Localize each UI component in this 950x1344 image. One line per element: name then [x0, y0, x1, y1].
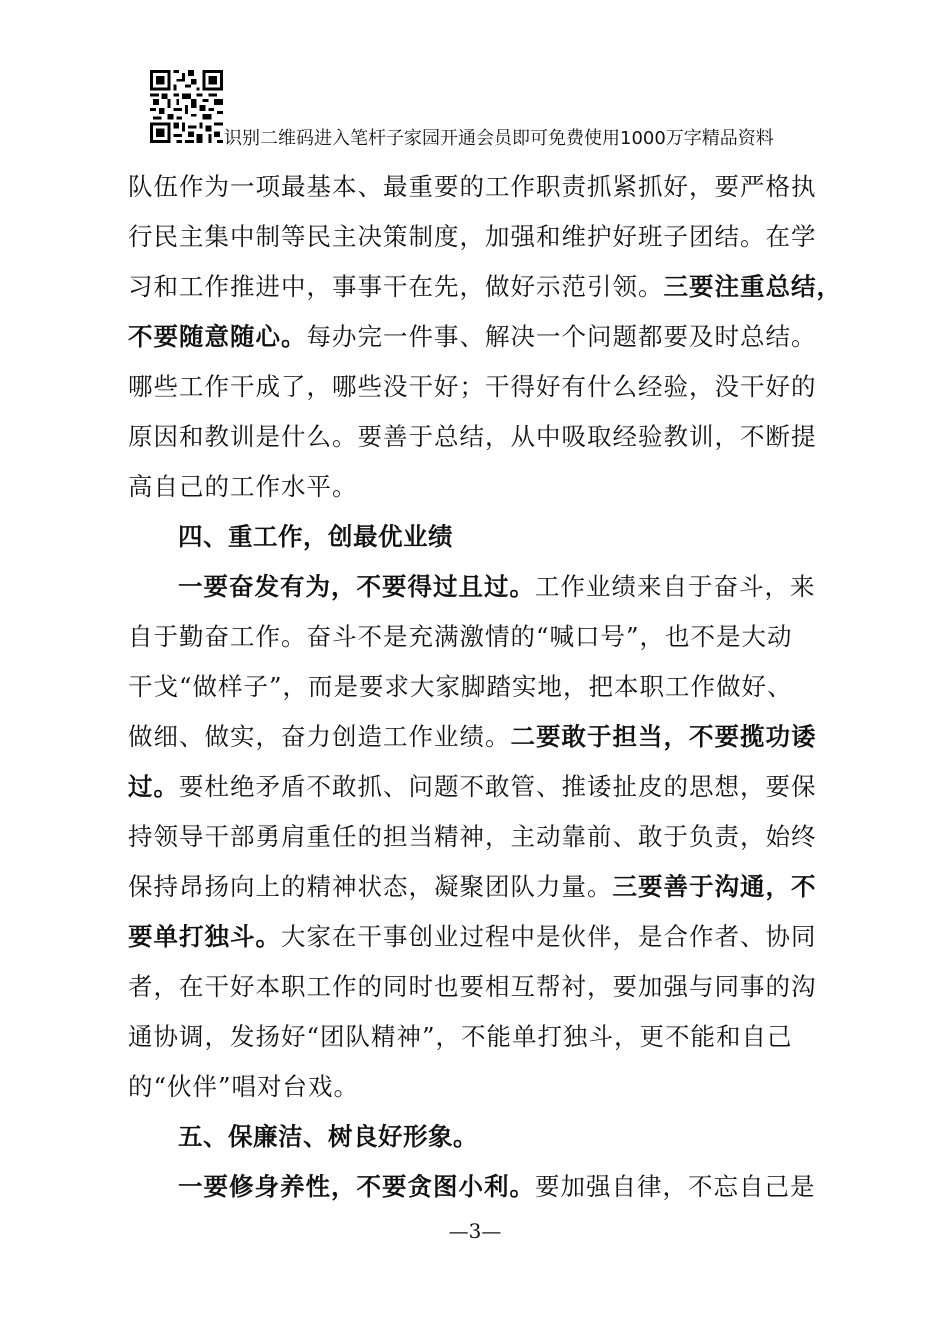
text-run: 要杜绝矛盾不敢抓、问题不敢管、推诿扯皮的思想，要保	[179, 772, 817, 801]
bold-phrase: 三要注重总结，	[663, 272, 842, 301]
text-run: 高自己的工作水平。	[128, 472, 358, 501]
text-run: 习和工作推进中，事事干在先，做好示范引领。	[128, 272, 664, 301]
page-number: —3—	[448, 1219, 502, 1243]
text-line	[128, 712, 832, 762]
text-run: 大家在干事创业过程中是伙伴，是合作者、协同	[281, 922, 817, 951]
text-run: 原因和教训是什么。要善于总结，从中吸取经验教训，不断提	[128, 422, 817, 451]
text-line	[128, 562, 832, 612]
text-run: 自于勤奋工作。奋斗不是充满激情的“喊口号”，也不是大动	[128, 622, 793, 651]
text-run: 哪些工作干成了，哪些没干好；干得好有什么经验，没干好的	[128, 372, 817, 401]
qr-caption: 识别二维码进入笔杆子家园开通会员即可免费使用1000万字精品资料	[224, 128, 774, 149]
qr-code-icon	[150, 70, 223, 143]
text-run: 要加强自律，不忘自己是	[535, 1172, 816, 1201]
text-line	[128, 862, 832, 912]
text-run: 干戈“做样子”，而是要求大家脚踏实地，把本职工作做好、	[128, 672, 793, 701]
text-line	[128, 1062, 832, 1112]
text-run: 队伍作为一项最基本、最重要的工作职责抓紧抓好，要严格执	[128, 172, 817, 201]
bold-phrase: 过。	[128, 772, 179, 801]
bold-phrase: 一要奋发有为，不要得过且过。	[178, 572, 535, 601]
text-line	[128, 362, 832, 412]
text-line	[128, 262, 842, 312]
bold-phrase: 四、重工作，创最优业绩	[178, 522, 453, 551]
text-run: 工作业绩来自于奋斗，来	[535, 572, 816, 601]
text-line	[128, 162, 832, 212]
text-run: 者，在干好本职工作的同时也要相互帮衬，要加强与同事的沟	[128, 972, 817, 1001]
text-line	[128, 962, 832, 1012]
text-line	[128, 312, 832, 362]
text-run: 的“伙伴”唱对台戏。	[128, 1072, 360, 1101]
text-run: 保持昂扬向上的精神状态，凝聚团队力量。	[128, 872, 613, 901]
text-line	[128, 662, 832, 712]
text-line	[128, 462, 832, 512]
text-run: 持领导干部勇肩重任的担当精神，主动靠前、敢于负责，始终	[128, 822, 817, 851]
bold-phrase: 不要随意随心。	[128, 322, 307, 351]
text-line	[128, 212, 832, 262]
section-heading	[128, 512, 832, 562]
text-run: 通协调，发扬好“团队精神”，不能单打独斗，更不能和自己	[128, 1022, 793, 1051]
bold-phrase: 二要敢于担当，不要揽功诿	[510, 722, 817, 751]
bold-phrase: 一要修身养性，不要贪图小利。	[178, 1172, 535, 1201]
text-run: 每办完一件事、解决一个问题都要及时总结。	[306, 322, 817, 351]
text-run: 行民主集中制等民主决策制度，加强和维护好班子团结。在学	[128, 222, 817, 251]
bold-phrase: 要单打独斗。	[128, 922, 281, 951]
text-line	[128, 1162, 832, 1212]
section-heading	[128, 1112, 832, 1162]
text-line	[128, 762, 832, 812]
bold-phrase: 三要善于沟通，不	[612, 872, 817, 901]
text-line	[128, 412, 832, 462]
text-run: 做细、做实，奋力创造工作业绩。	[128, 722, 511, 751]
bold-phrase: 五、保廉洁、树良好形象。	[178, 1122, 478, 1151]
text-line	[128, 812, 832, 862]
text-line	[128, 1012, 832, 1062]
text-line	[128, 912, 832, 962]
text-line	[128, 612, 832, 662]
document-body	[128, 162, 842, 1212]
